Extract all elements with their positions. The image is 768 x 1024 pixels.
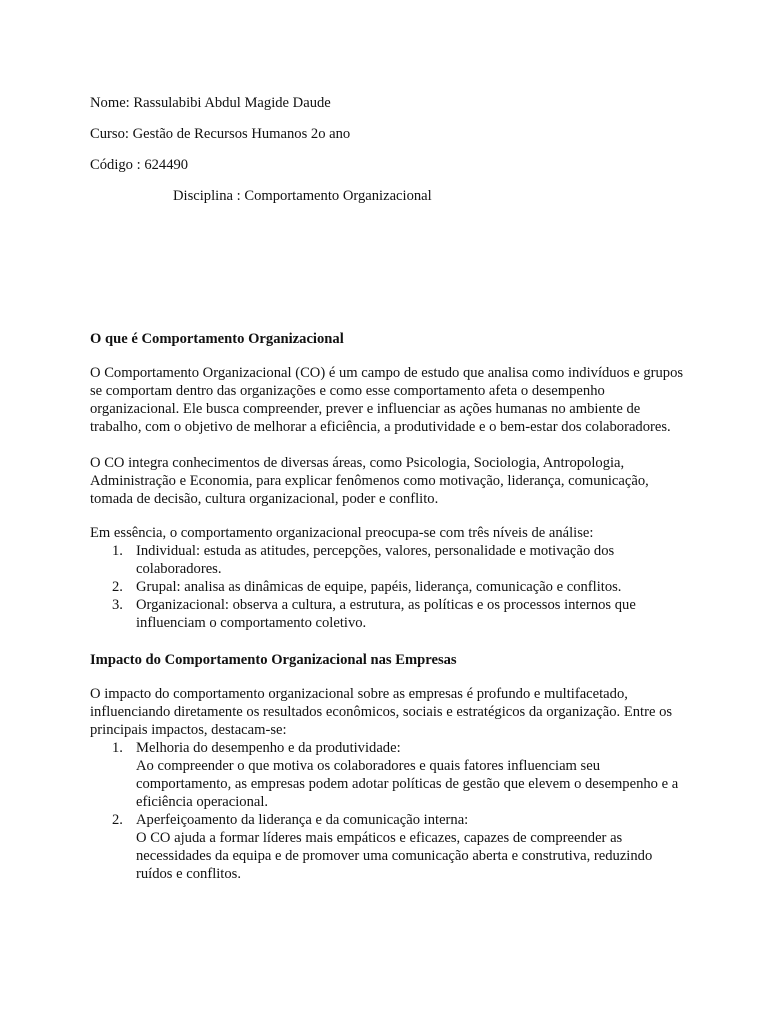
paragraph-co-definition: O Comportamento Organizacional (CO) é um campo de estudo que analisa como indivíduos e grupos se comportam dentro das organizações e como esse comportamento afeta o desempenho organizacional. Ele busca compreender, prever e influenciar as ações humanas no ambiente de trabalho, com o objetivo de melhorar a eficiência, a produtividade e o bem-estar dos colaboradores. bbox=[90, 365, 684, 435]
list-item-text: Grupal: analisa as dinâmicas de equipe, papéis, liderança, comunicação e conflitos. bbox=[136, 579, 622, 595]
list-item-text: Ao compreender o que motiva os colaboradores e quais fatores influenciam seu comportamento, as empresas podem adotar políticas de gestão que elevem o desempenho e a eficiência operacional. bbox=[136, 758, 679, 810]
list-item-title: Melhoria do desempenho e da produtividade: bbox=[136, 740, 401, 756]
list-number: 1. bbox=[112, 740, 123, 756]
paragraph-co-disciplines: O CO integra conhecimentos de diversas áreas, como Psicologia, Sociologia, Antropologia, Administração e Economia, para explicar fenômenos como motivação, liderança, comunicação, tomada de decisão, cultura organizacional, poder e conflito. bbox=[90, 455, 649, 507]
list-item bbox=[90, 542, 690, 578]
section-heading-impact: Impacto do Comportamento Organizacional nas Empresas bbox=[90, 652, 457, 668]
list-number: 3. bbox=[112, 597, 123, 613]
list-item bbox=[90, 578, 690, 596]
list-item-text: O CO ajuda a formar líderes mais empáticos e eficazes, capazes de compreender as necessidades da equipa e de promover uma comunicação aberta e construtiva, reduzindo ruídos e conflitos. bbox=[136, 830, 653, 882]
paragraph-analysis-levels-intro: Em essência, o comportamento organizacional preocupa-se com três níveis de análise: bbox=[90, 525, 594, 541]
paragraph-impact-intro: O impacto do comportamento organizacional sobre as empresas é profundo e multifacetado, influenciando diretamente os resultados econômicos, sociais e estratégicos da organização. Entre os principais impactos, destacam-se: bbox=[90, 686, 673, 738]
list-item bbox=[90, 811, 690, 883]
student-code: Código : 624490 bbox=[90, 157, 189, 173]
list-item-text: Organizacional: observa a cultura, a estrutura, as políticas e os processos internos que influenciam o comportamento coletivo. bbox=[136, 597, 636, 631]
list-item bbox=[90, 739, 690, 811]
discipline-title: Disciplina : Comportamento Organizacional bbox=[173, 188, 432, 204]
list-number: 2. bbox=[112, 579, 123, 595]
list-item-text: Individual: estuda as atitudes, percepções, valores, personalidade e motivação dos colaboradores. bbox=[136, 543, 615, 577]
list-number: 2. bbox=[112, 812, 123, 828]
list-item bbox=[90, 596, 690, 632]
list-item-title: Aperfeiçoamento da liderança e da comunicação interna: bbox=[136, 812, 469, 828]
student-name: Nome: Rassulabibi Abdul Magide Daude bbox=[90, 95, 331, 111]
impacts-list bbox=[90, 739, 690, 883]
course-name: Curso: Gestão de Recursos Humanos 2o ano bbox=[90, 126, 351, 142]
section-heading-what-is-co: O que é Comportamento Organizacional bbox=[90, 331, 344, 347]
list-number: 1. bbox=[112, 543, 123, 559]
analysis-levels-list bbox=[90, 542, 690, 632]
